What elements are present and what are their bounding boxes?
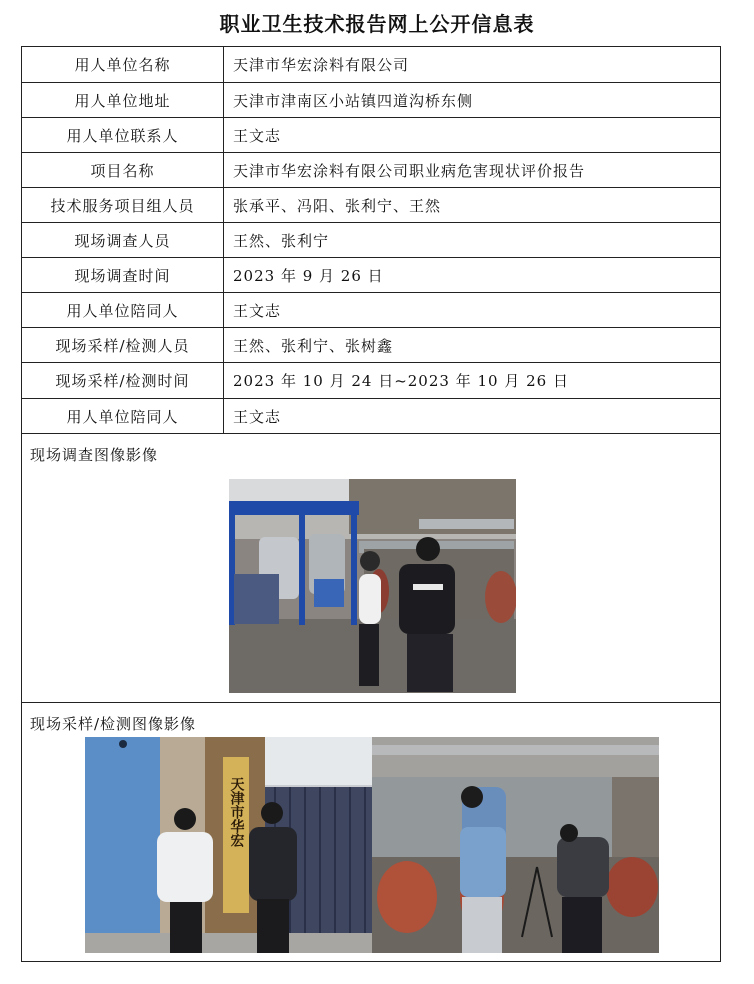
- row-value: 王文志: [233, 407, 282, 426]
- row-label: 用人单位名称: [22, 47, 224, 82]
- row-value: 张承平、冯阳、张利宁、王然: [233, 196, 442, 215]
- row-label: 用人单位陪同人: [22, 399, 224, 433]
- row-value: 王然、张利宁、张树鑫: [233, 336, 394, 355]
- table-row: [22, 399, 720, 434]
- survey-image-section: [22, 434, 720, 703]
- row-label: 用人单位联系人: [22, 118, 224, 152]
- row-value: 天津市华宏涂料有限公司职业病危害现状评价报告: [233, 161, 586, 180]
- survey-section-title: 现场调查图像影像: [30, 446, 159, 464]
- sampling-photo-workshop: [372, 737, 659, 953]
- row-label: 现场采样/检测时间: [22, 363, 224, 398]
- row-label: 技术服务项目组人员: [22, 188, 224, 222]
- row-label: 用人单位地址: [22, 83, 224, 117]
- info-table: [21, 46, 721, 962]
- sampling-image-section: [22, 703, 720, 961]
- sampling-photo-gate: [85, 737, 372, 953]
- row-value: 2023 年 10 月 24 日~2023 年 10 月 26 日: [233, 372, 569, 390]
- row-value: 天津市津南区小站镇四道沟桥东侧: [233, 91, 474, 110]
- row-label: 项目名称: [22, 153, 224, 187]
- row-label: 用人单位陪同人: [22, 293, 224, 327]
- table-row: [22, 258, 720, 293]
- table-row: [22, 223, 720, 258]
- row-value: 王文志: [233, 301, 282, 320]
- table-row: [22, 153, 720, 188]
- table-row: [22, 188, 720, 223]
- table-row: [22, 328, 720, 363]
- row-value: 2023 年 9 月 26 日: [233, 266, 384, 285]
- sign-text: 天津市华宏: [228, 777, 244, 847]
- sampling-section-title: 现场采样/检测图像影像: [30, 715, 197, 733]
- page-title: 职业卫生技术报告网上公开信息表: [219, 12, 535, 36]
- row-value: 王文志: [233, 126, 282, 145]
- row-label: 现场调查时间: [22, 258, 224, 292]
- table-row: [22, 47, 720, 83]
- row-label: 现场采样/检测人员: [22, 328, 224, 362]
- table-row: [22, 118, 720, 153]
- row-value: 天津市华宏涂料有限公司: [233, 56, 410, 74]
- table-row: [22, 293, 720, 328]
- table-row: [22, 363, 720, 399]
- row-value: 王然、张利宁: [233, 231, 330, 250]
- row-label: 现场调查人员: [22, 223, 224, 257]
- table-row: [22, 83, 720, 118]
- survey-photo: [229, 479, 516, 693]
